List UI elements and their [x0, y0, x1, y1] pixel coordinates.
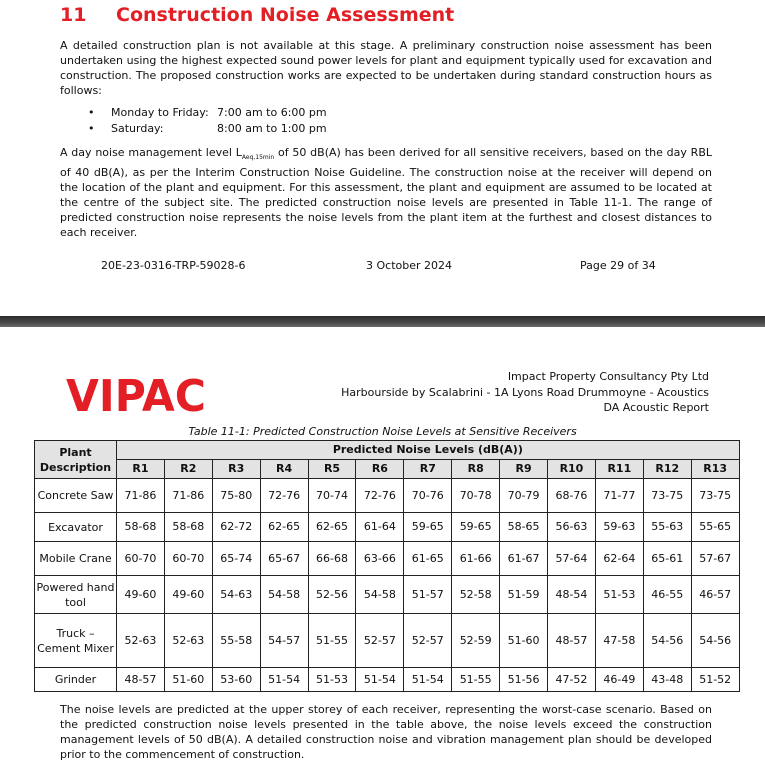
noise-level-cell: 68-76: [548, 479, 596, 513]
header-project: Harbourside by Scalabrini - 1A Lyons Road Drummoyne - Acoustics: [341, 385, 709, 399]
noise-level-cell: 71-77: [595, 479, 643, 513]
noise-level-cell: 62-64: [595, 542, 643, 576]
noise-level-cell: 52-63: [164, 614, 212, 668]
receiver-header: R12: [643, 460, 691, 479]
intro-paragraph: A detailed construction plan is not available at this stage. A preliminary construction noise assessment has been undertaken using the highest expected sound power levels for plant and equipment typically used for excavation and construction. The proposed construction works are expected to be undertaken during standard construction hours as follows:: [60, 39, 712, 97]
hours-value: 8:00 am to 1:00 pm: [217, 122, 327, 135]
noise-level-cell: 51-57: [404, 576, 452, 614]
noise-level-cell: 54-57: [260, 614, 308, 668]
noise-level-cell: 52-63: [117, 614, 165, 668]
noise-level-cell: 62-65: [308, 513, 356, 542]
noise-level-cell: 59-65: [452, 513, 500, 542]
noise-level-cell: 47-52: [548, 668, 596, 692]
noise-level-cell: 55-65: [691, 513, 739, 542]
noise-level-cell: 49-60: [164, 576, 212, 614]
footer-doc-number: 20E-23-0316-TRP-59028-6: [101, 259, 246, 272]
management-text-post: of 50 dB(A) has been derived for all sensitive receivers, based on the day RBL of 40 dB(A), as per the Interim Construction Noise Guideline. The construction noise at the receiver will depend on the location of the plant and equipment. For this assessment, the plant and equipment are assumed to be located at the centre of the subject site. The predicted construction noise levels are presented in Table 11-1. The range of predicted construction noise represents the noise levels from the plant item at the furthest and closest distances to each receiver.: [60, 146, 712, 240]
noise-level-cell: 52-59: [452, 614, 500, 668]
noise-level-cell: 51-59: [500, 576, 548, 614]
noise-level-cell: 54-56: [643, 614, 691, 668]
noise-level-cell: 66-68: [308, 542, 356, 576]
noise-level-cell: 51-56: [500, 668, 548, 692]
plant-description-cell: Mobile Crane: [35, 542, 117, 576]
vipac-logo: [66, 373, 206, 415]
noise-level-cell: 70-76: [404, 479, 452, 513]
bullet-icon: •: [88, 122, 95, 135]
noise-level-cell: 65-67: [260, 542, 308, 576]
page-separator: [0, 316, 765, 327]
noise-level-cell: 71-86: [117, 479, 165, 513]
noise-level-cell: 71-86: [164, 479, 212, 513]
noise-level-cell: 60-70: [164, 542, 212, 576]
noise-level-cell: 49-60: [117, 576, 165, 614]
section-title: Construction Noise Assessment: [116, 4, 455, 26]
receiver-header: R1: [117, 460, 165, 479]
noise-level-cell: 61-64: [356, 513, 404, 542]
table-row: [35, 576, 740, 614]
footer-page-number: Page 29 of 34: [580, 259, 656, 272]
noise-level-cell: 57-67: [691, 542, 739, 576]
noise-level-cell: 61-65: [404, 542, 452, 576]
plant-description-cell: Grinder: [35, 668, 117, 692]
outro-paragraph: The noise levels are predicted at the upper storey of each receiver, representing the worst-case scenario. Based on the predicted construction noise levels presented in the table above, the noise levels exceed the construction management levels of 50 dB(A). A detailed construction noise and vibration management plan should be developed prior to the commencement of construction.: [60, 703, 712, 761]
receiver-header: R10: [548, 460, 596, 479]
hours-value: 7:00 am to 6:00 pm: [217, 106, 327, 119]
noise-level-cell: 51-54: [356, 668, 404, 692]
noise-level-cell: 51-53: [595, 576, 643, 614]
noise-table-body: [35, 479, 740, 692]
section-number: 11: [60, 4, 87, 26]
noise-level-cell: 55-63: [643, 513, 691, 542]
noise-level-cell: 61-67: [500, 542, 548, 576]
page-top: [0, 0, 765, 316]
noise-level-cell: 59-63: [595, 513, 643, 542]
noise-level-cell: 51-52: [691, 668, 739, 692]
noise-level-cell: 52-58: [452, 576, 500, 614]
receiver-header: R3: [212, 460, 260, 479]
logo-text: VIPAC: [66, 373, 206, 415]
noise-level-cell: 51-55: [452, 668, 500, 692]
table-row: [35, 479, 740, 513]
noise-table: [34, 440, 740, 692]
noise-level-cell: 65-74: [212, 542, 260, 576]
noise-level-cell: 70-79: [500, 479, 548, 513]
noise-level-cell: 58-68: [117, 513, 165, 542]
noise-level-cell: 48-54: [548, 576, 596, 614]
noise-level-cell: 54-58: [356, 576, 404, 614]
noise-level-cell: 61-66: [452, 542, 500, 576]
header-client: Impact Property Consultancy Pty Ltd: [507, 370, 709, 383]
noise-level-cell: 51-60: [500, 614, 548, 668]
management-paragraph: [60, 145, 712, 240]
table-row: [35, 513, 740, 542]
noise-level-cell: 58-68: [164, 513, 212, 542]
receiver-header: R11: [595, 460, 643, 479]
noise-level-cell: 75-80: [212, 479, 260, 513]
noise-level-cell: 54-63: [212, 576, 260, 614]
noise-level-cell: 46-57: [691, 576, 739, 614]
table-caption: Table 11-1: Predicted Construction Noise Levels at Sensitive Receivers: [188, 425, 577, 438]
noise-level-cell: 60-70: [117, 542, 165, 576]
receiver-header: R6: [356, 460, 404, 479]
noise-level-cell: 54-58: [260, 576, 308, 614]
noise-level-cell: 72-76: [260, 479, 308, 513]
receiver-header: R2: [164, 460, 212, 479]
noise-level-cell: 51-60: [164, 668, 212, 692]
receiver-header: R4: [260, 460, 308, 479]
noise-level-cell: 59-65: [404, 513, 452, 542]
hours-label: Saturday:: [111, 122, 164, 135]
receiver-header: R13: [691, 460, 739, 479]
hours-label: Monday to Friday:: [111, 106, 209, 119]
receiver-header: R5: [308, 460, 356, 479]
section-heading: [60, 4, 454, 26]
plant-description-cell: Concrete Saw: [35, 479, 117, 513]
noise-level-cell: 56-63: [548, 513, 596, 542]
noise-level-cell: 46-55: [643, 576, 691, 614]
noise-level-cell: 72-76: [356, 479, 404, 513]
noise-level-cell: 43-48: [643, 668, 691, 692]
noise-level-cell: 52-57: [356, 614, 404, 668]
noise-level-cell: 62-65: [260, 513, 308, 542]
noise-level-cell: 53-60: [212, 668, 260, 692]
header-report: DA Acoustic Report: [603, 401, 709, 414]
noise-level-cell: 51-53: [308, 668, 356, 692]
footer-date: 3 October 2024: [366, 259, 453, 272]
noise-level-cell: 70-78: [452, 479, 500, 513]
management-subscript: Aeq,15min: [241, 154, 275, 162]
noise-level-cell: 48-57: [548, 614, 596, 668]
noise-level-cell: 48-57: [117, 668, 165, 692]
noise-level-cell: 62-72: [212, 513, 260, 542]
noise-level-cell: 51-55: [308, 614, 356, 668]
noise-level-cell: 57-64: [548, 542, 596, 576]
noise-level-cell: 51-54: [404, 668, 452, 692]
noise-level-cell: 52-57: [404, 614, 452, 668]
noise-level-cell: 54-56: [691, 614, 739, 668]
predicted-levels-header: Predicted Noise Levels (dB(A)): [117, 441, 740, 460]
receiver-header: R7: [404, 460, 452, 479]
receiver-header: R9: [500, 460, 548, 479]
noise-level-cell: 46-49: [595, 668, 643, 692]
noise-level-cell: 73-75: [691, 479, 739, 513]
plant-description-header: Plant Description: [35, 441, 117, 479]
plant-description-cell: Truck – Cement Mixer: [35, 614, 117, 668]
table-row: [35, 542, 740, 576]
receiver-header-row: [35, 460, 740, 479]
noise-level-cell: 73-75: [643, 479, 691, 513]
report-header: [341, 369, 709, 416]
table-row: [35, 614, 740, 668]
noise-level-cell: 65-61: [643, 542, 691, 576]
table-row: [35, 668, 740, 692]
plant-description-cell: Powered hand tool: [35, 576, 117, 614]
noise-level-cell: 52-56: [308, 576, 356, 614]
noise-level-cell: 63-66: [356, 542, 404, 576]
noise-level-cell: 55-58: [212, 614, 260, 668]
bullet-icon: •: [88, 106, 95, 119]
plant-description-cell: Excavator: [35, 513, 117, 542]
noise-level-cell: 51-54: [260, 668, 308, 692]
noise-level-cell: 47-58: [595, 614, 643, 668]
management-text-pre: A day noise management level L: [60, 146, 242, 159]
receiver-header: R8: [452, 460, 500, 479]
noise-level-cell: 58-65: [500, 513, 548, 542]
noise-level-cell: 70-74: [308, 479, 356, 513]
